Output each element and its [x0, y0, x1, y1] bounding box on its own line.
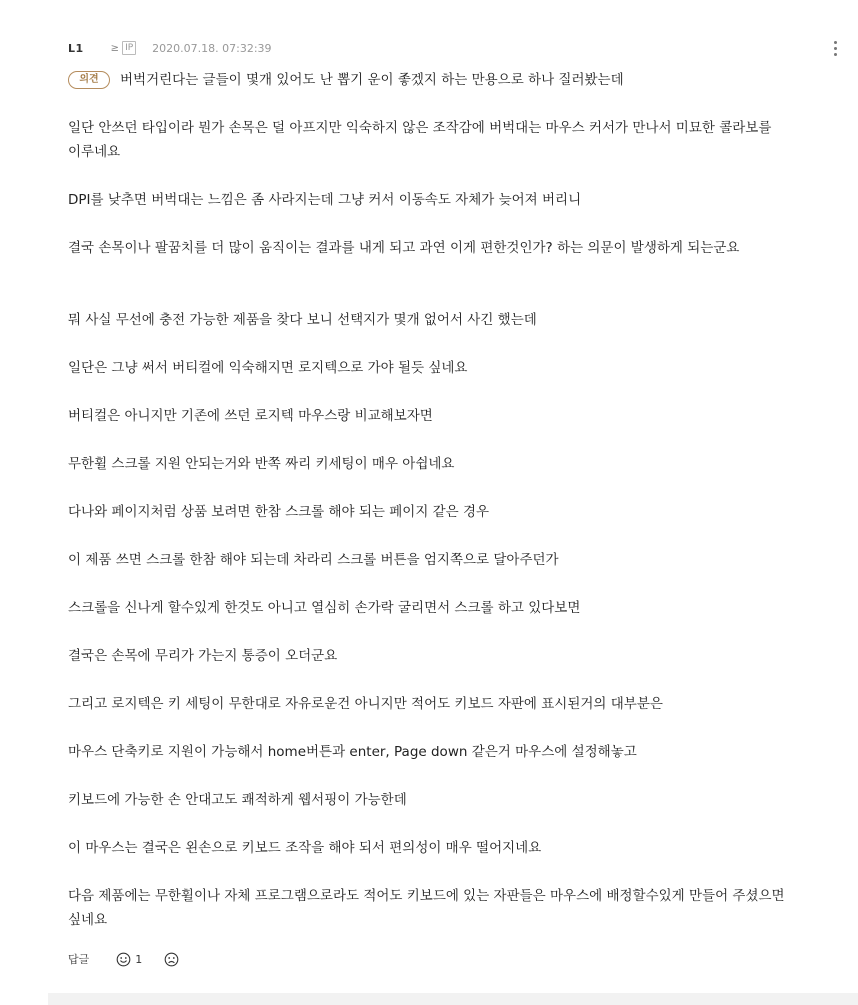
- comment-actions: [68, 950, 179, 968]
- comment-paragraph: 마우스 단축키로 지원이 가능해서 home버튼과 enter, Page down 같은거 마우스에 설정해놓고: [68, 744, 637, 760]
- more-vertical-icon[interactable]: [828, 39, 844, 57]
- comment-header: [68, 40, 272, 56]
- comment-paragraph: 그리고 로지텍은 키 세팅이 무한대로 자유로운건 아니지만 적어도 키보드 자판에 표시된거의 대부분은: [68, 696, 663, 712]
- comment-paragraph: 다나와 페이지처럼 상품 보려면 한참 스크롤 해야 되는 페이지 같은 경우: [68, 504, 490, 520]
- timestamp: 2020.07.18. 07:32:39: [152, 41, 272, 55]
- comment-paragraph: 다음 제품에는 무한휠이나 자체 프로그램으로라도 적어도 키보드에 있는 자판들은 마우스에 배정할수있게 만들어 주셨으면 싶네요: [68, 888, 785, 928]
- comment-paragraph: 결국 손목이나 팔꿈치를 더 많이 움직이는 결과를 내게 되고 과연 이게 편한것인가? 하는 의문이 발생하게 되는군요: [68, 240, 740, 256]
- comment-paragraph: 일단 안쓰던 타입이라 뭔가 손목은 덜 아프지만 익숙하지 않은 조작감에 버벅대는 마우스 커서가 만나서 미묘한 콜라보를 이루네요: [68, 120, 772, 160]
- comment-paragraph: 일단은 그냥 써서 버티컬에 익숙해지면 로지텍으로 가야 될듯 싶네요: [68, 360, 468, 376]
- frown-icon: [164, 952, 179, 967]
- comment-paragraph: 이 마우스는 결국은 왼손으로 키보드 조작을 해야 되서 편의성이 매우 떨어지네요: [68, 840, 542, 856]
- next-comment-area: [48, 993, 858, 1005]
- comment-paragraph: 이 제품 쓰면 스크롤 한참 해야 되는데 차라리 스크롤 버튼을 엄지쪽으로 달아주던가: [68, 552, 559, 568]
- comment-paragraph: 버벅거린다는 글들이 몇개 있어도 난 뽑기 운이 좋겠지 하는 만용으로 하나 질러봤는데: [120, 72, 624, 88]
- comment-paragraph: 키보드에 가능한 손 안대고도 쾌적하게 웹서핑이 가능한데: [68, 792, 407, 808]
- level-icon: ≥: [110, 42, 120, 54]
- opinion-tag: 의견: [68, 71, 110, 89]
- like-count: 1: [135, 952, 143, 966]
- comment-paragraph: DPI를 낮추면 버벅대는 느낌은 좀 사라지는데 그냥 커서 이동속도 자체가 늦어져 버리니: [68, 192, 582, 208]
- comment-paragraph: 버티컬은 아니지만 기존에 쓰던 로지텍 마우스랑 비교해보자면: [68, 408, 433, 424]
- comment-paragraph: 뭐 사실 무선에 충전 가능한 제품을 찾다 보니 선택지가 몇개 없어서 사긴 했는데: [68, 312, 537, 328]
- like-button[interactable]: [116, 952, 142, 967]
- smile-icon: [116, 952, 131, 967]
- comment-paragraph: 무한휠 스크롤 지원 안되는거와 반쪽 짜리 키세팅이 매우 아쉽네요: [68, 456, 455, 472]
- ip-badge: IP: [122, 41, 136, 55]
- reply-button[interactable]: 답글: [68, 953, 90, 966]
- comment-paragraph: 결국은 손목에 무리가 가는지 통증이 오더군요: [68, 648, 338, 664]
- dislike-button[interactable]: [164, 952, 179, 967]
- comment-paragraph: 스크롤을 신나게 할수있게 한것도 아니고 열심히 손가락 굴리면서 스크롤 하고 있다보면: [68, 600, 581, 616]
- nickname[interactable]: L1: [68, 41, 84, 55]
